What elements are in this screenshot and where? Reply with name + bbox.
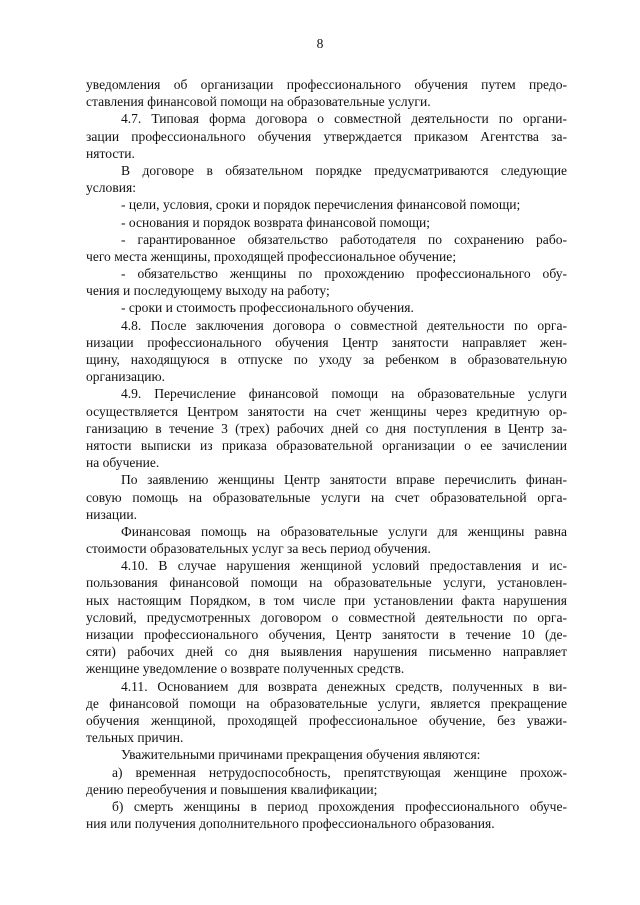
text-line: нятости выписки из приказа образовательной организации о ее зачислении	[86, 437, 567, 453]
text-line: 4.8. После заключения договора о совместной деятельности по орга-	[121, 317, 567, 333]
body-text	[86, 76, 567, 832]
text-line: уведомления об организации профессионального обучения путем предо-	[86, 77, 567, 92]
text-line: а) временная нетрудоспособность, препятствующая женщине прохож-	[112, 764, 567, 780]
text-line: - обязательство женщины по прохождению профессионального обу-	[121, 266, 567, 282]
text-line: 4.7. Типовая форма договора о совместной деятельности по органи-	[121, 111, 567, 127]
text-line: на обучение.	[86, 455, 160, 471]
text-line: условия:	[86, 180, 136, 196]
text-line: ганизацию в течение 3 (трех) рабочих дней со дня поступления в Центр за-	[86, 420, 567, 436]
text-line: Финансовая помощь на образовательные услуги для женщины равна	[121, 523, 567, 539]
text-line: ных настоящим Порядком, в том числе при установлении факта нарушения	[86, 592, 567, 608]
text-line: 4.10. В случае нарушения женщиной условий предоставления и ис-	[121, 558, 567, 574]
text-line: совую помощь на образовательные услуги на счет образовательной орга-	[86, 489, 567, 505]
text-line: организацию.	[86, 369, 165, 385]
text-line: пользования финансовой помощи на образовательные услуги, установлен-	[86, 575, 567, 591]
text-line: - сроки и стоимость профессионального обучения.	[121, 300, 414, 316]
text-line: стоимости образовательных услуг за весь период обучения.	[86, 541, 431, 557]
text-line: низации профессионального обучения Центр занятости направляет жен-	[86, 334, 567, 350]
text-line: - цели, условия, сроки и порядок перечисления финансовой помощи;	[121, 197, 521, 213]
text-line: дению переобучения и повышения квалификации;	[86, 781, 378, 797]
text-line: - основания и порядок возврата финансовой помощи;	[121, 214, 431, 230]
text-line: б) смерть женщины в период прохождения профессионального обуче-	[112, 798, 567, 814]
text-line: зации профессионального обучения утверждается приказом Агентства за-	[86, 128, 567, 144]
text-line: ния или получения дополнительного профессионального образования.	[86, 816, 495, 832]
text-line: тельных причин.	[86, 730, 184, 746]
text-line: сяти) рабочих дней со дня выявления нарушения письменно направляет	[86, 644, 567, 660]
text-line: По заявлению женщины Центр занятости вправе перечислить финан-	[121, 472, 567, 488]
text-line: щину, находящуюся в отпуске по уходу за ребенком в образовательную	[86, 352, 567, 367]
text-line: условий, предусмотренных договором о совместной деятельности по орга-	[86, 609, 567, 625]
text-line: осуществляется Центром занятости на счет женщины через кредитную ор-	[86, 403, 567, 419]
text-line: низации профессионального обучения, Центр занятости в течение 10 (де-	[86, 627, 567, 642]
text-line: нятости.	[86, 145, 135, 161]
text-line: чего места женщины, проходящей профессиональное обучение;	[86, 248, 457, 264]
text-line: женщине уведомление о возврате полученных средств.	[86, 661, 405, 677]
text-line: низации.	[86, 506, 137, 522]
text-line: де финансовой помощи на образовательные услуги, является прекращение	[86, 695, 567, 711]
text-line: ставления финансовой помощи на образовательные услуги.	[86, 94, 431, 110]
text-line: обучения женщиной, проходящей профессиональное обучение, без уважи-	[86, 712, 567, 728]
text-line: чения и последующему выходу на работу;	[86, 283, 330, 299]
text-line: 4.9. Перечисление финансовой помощи на образовательные услуги	[121, 386, 567, 402]
text-line: - гарантированное обязательство работодателя по сохранению рабо-	[121, 231, 567, 247]
text-line: Уважительными причинами прекращения обучения являются:	[121, 747, 481, 763]
text-line: 4.11. Основанием для возврата денежных средств, полученных в ви-	[121, 678, 567, 694]
page-number: 8	[316, 36, 324, 51]
text-line: В договоре в обязательном порядке предусматриваются следующие	[121, 162, 567, 178]
